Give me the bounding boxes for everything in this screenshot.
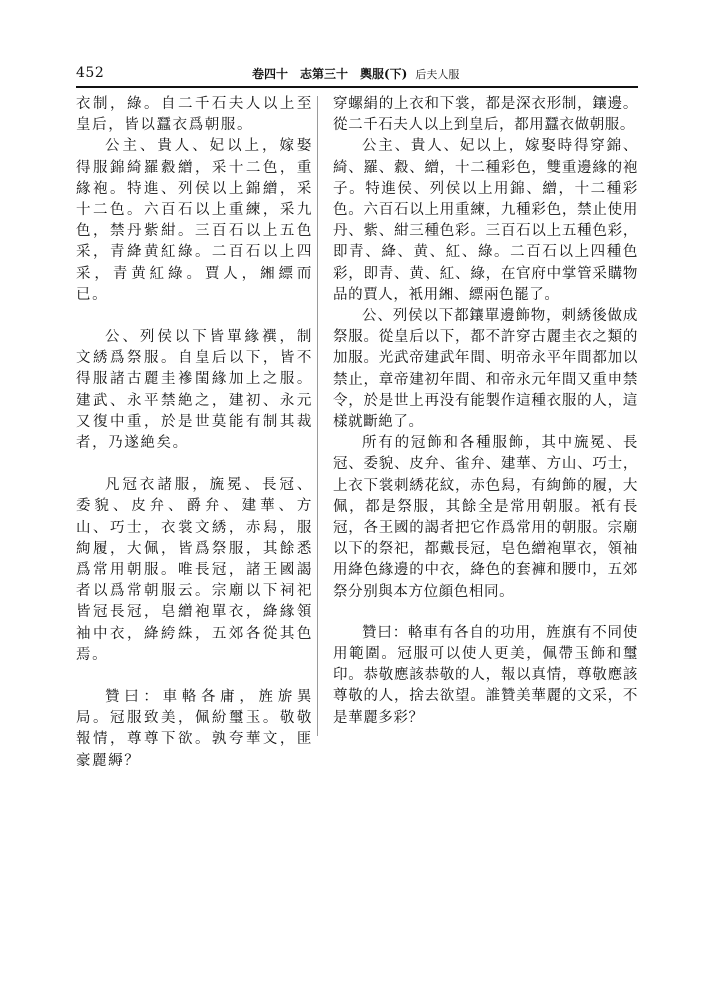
running-head-title: 卷四十 志第三十 輿服(下) (252, 67, 408, 81)
classical-paragraph: 公、列侯以下皆單緣襈，制文綉爲祭服。自皇后以下，皆不得服諸古麗圭襂閨緣加上之服。建武、永平禁絶之，建初、永元又復中重，於是世莫能有制其裁者，乃遂絶矣。 (76, 329, 313, 452)
classical-paragraph: 贊曰：車輅各庸，旌旂異局。冠服致美，佩紛璽玉。敬敬報情，尊尊下欲。孰夸華文，匪豪麗縟？ (76, 689, 313, 769)
running-head-subtitle: 后夫人服 (415, 68, 460, 81)
header-rule (76, 86, 638, 88)
classical-paragraph: 衣制，綠。自二千石夫人以上至皇后，皆以蠶衣爲朝服。 (76, 96, 313, 134)
translation-paragraph: 贊曰：輅車有各自的功用，旌旗有不同使用範圍。冠服可以使人更美，佩帶玉飾和璽印。恭敬應該恭敬的人，報以真情，尊敬應該尊敬的人，捨去欲望。誰贊美華麗的文采，不是華麗多彩？ (333, 624, 638, 726)
translation-column (333, 94, 638, 729)
classical-paragraph: 凡冠衣諸服，旒冕、長冠、委貌、皮弁、爵弁、建華、方山、巧士，衣裳文綉，赤舄，服絇履，大佩，皆爲祭服，其餘悉爲常用朝服。唯長冠，諸王國謁者以爲常朝服云。宗廟以下祠祀皆冠長冠，皂繒袍單衣，絳緣領袖中衣，絳絝絑，五郊各從其色焉。 (76, 477, 313, 663)
translation-paragraph: 公、列侯以下都鑲單邊飾物，刺綉後做成祭服。從皇后以下，都不許穿古麗圭衣之類的加服。光武帝建武年間、明帝永平年間都加以禁止，章帝建初年間、和帝永元年間又重申禁令，於是世上再没有能製作這種衣服的人，這樣就斷絶了。 (333, 308, 638, 431)
column-divider (317, 96, 318, 736)
translation-paragraph: 穿螺絹的上衣和下裳，都是深衣形制，鑲邊。從二千石夫人以上到皇后，都用蠶衣做朝服。 (333, 96, 638, 134)
translation-paragraph: 所有的冠飾和各種服飾，其中旒冕、長冠、委貌、皮弁、雀弁、建華、方山、巧士，上衣下裳刺綉花紋，赤色舄，有絇飾的履，大佩，都是祭服，其餘全是常用朝服。衹有長冠，各王國的謁者把它作爲常用的朝服。宗廟以下的祭祀，都戴長冠，皂色繒袍單衣，領袖用絳色緣邊的中衣，絳色的套褲和腰巾，五郊祭分别與本方位顔色相同。 (333, 435, 638, 600)
classical-paragraph: 公主、貴人、妃以上，嫁娶得服錦綺羅縠繒，采十二色，重緣袍。特進、列侯以上錦繒，采十二色。六百石以上重練，采九色，禁丹紫紺。三百石以上五色采，青絳黄紅綠。二百石以上四采，青黄紅綠。賈人，緗縹而已。 (76, 138, 313, 303)
translation-paragraph: 公主、貴人、妃以上，嫁娶時得穿錦、綺、羅、縠、繒，十二種彩色，雙重邊緣的袍子。特進侯、列侯以上用錦、繒，十二種彩色。六百石以上用重練，九種彩色，禁止使用丹、紫、紺三種色彩。三百石以上五種色彩，即青、絳、黄、紅、綠。二百石以上四種色彩，即青、黄、紅、綠，在官府中掌管采購物品的賈人，衹用緗、縹兩色罷了。 (333, 138, 638, 303)
page-number: 452 (76, 65, 105, 81)
classical-text-column (76, 94, 313, 772)
page-header (76, 63, 638, 85)
running-head (252, 65, 459, 82)
